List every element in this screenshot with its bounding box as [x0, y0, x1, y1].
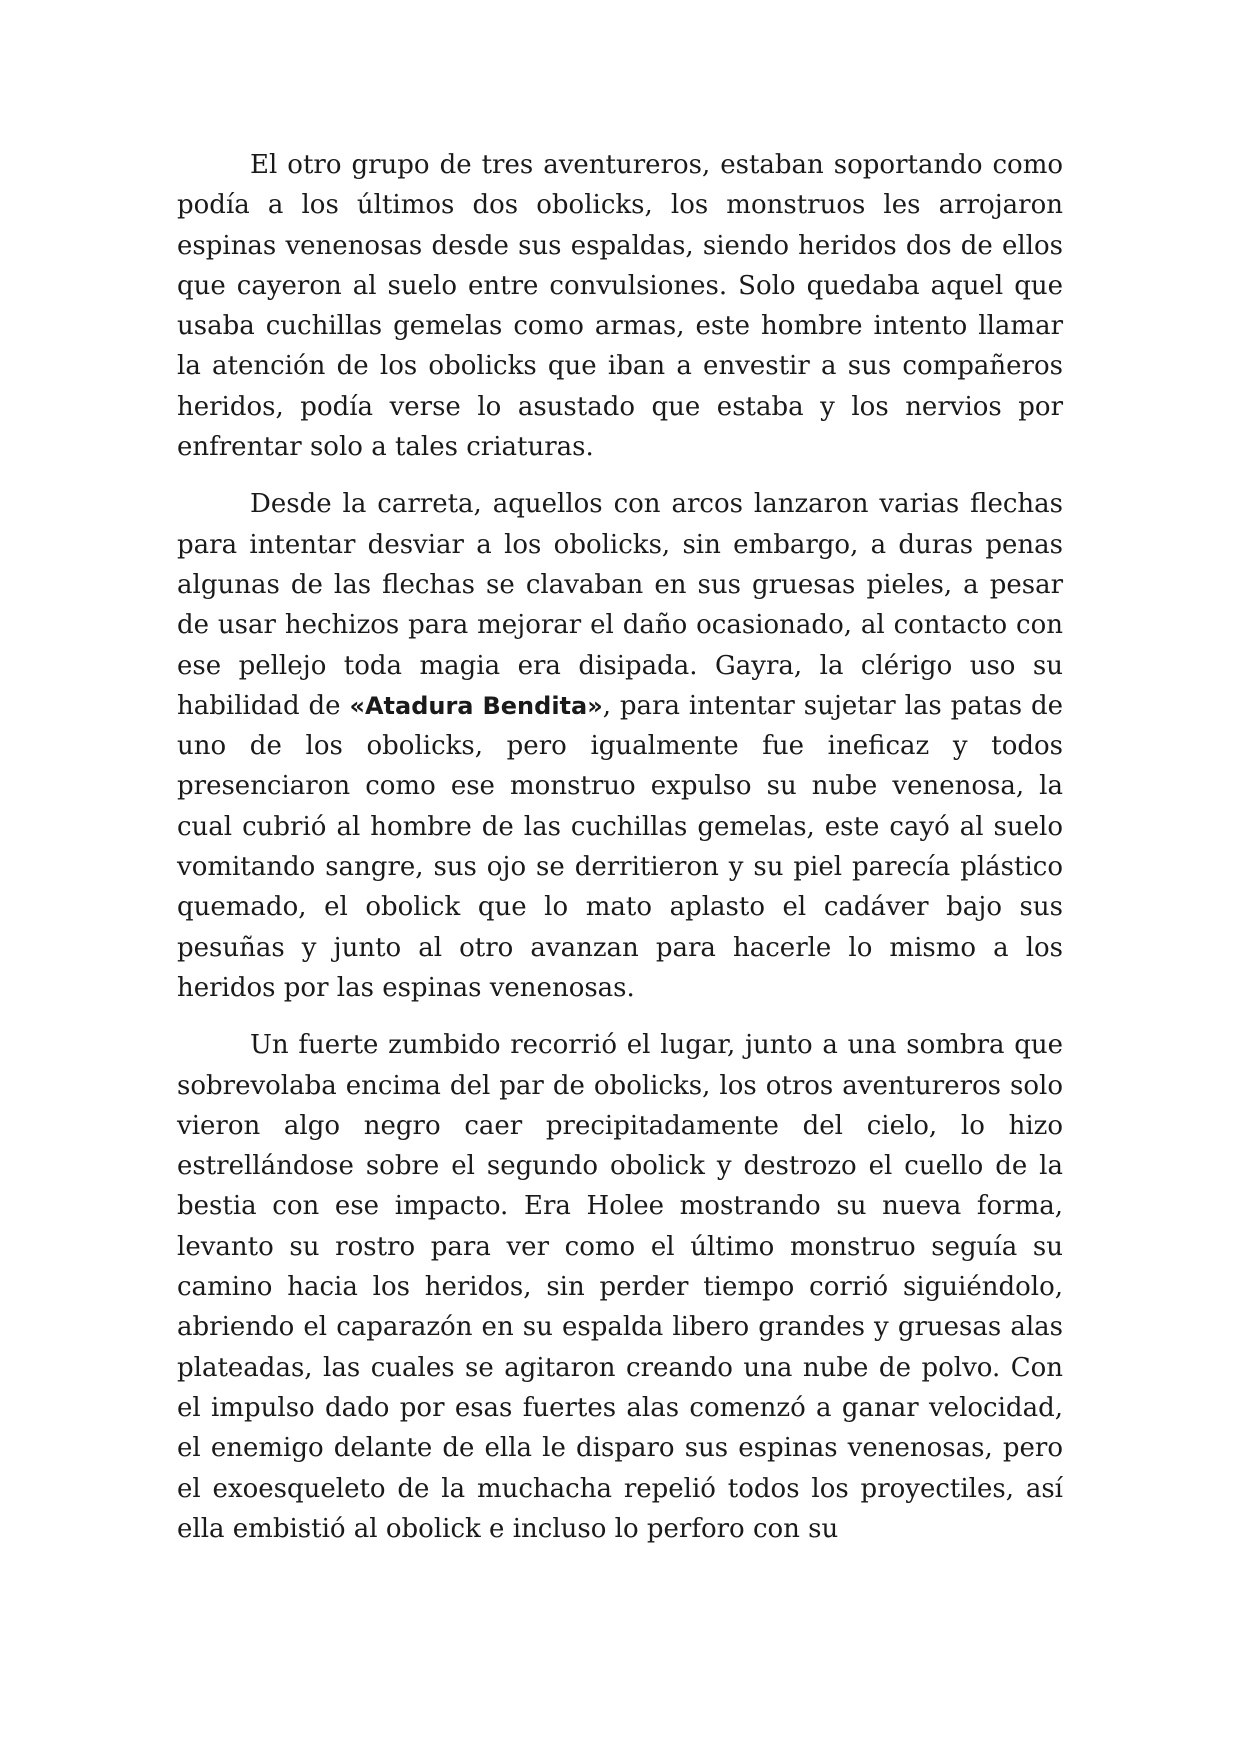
paragraph-2-text-after: , para intentar sujetar las patas de uno de los obolicks, pero igualmente fue ineficaz y todos presenciaron como ese monstruo expulso su nube venenosa, la cual cubrió al hombre de las cuchillas gemelas, este cayó al suelo vomitando sangre, sus ojo se derritieron y su piel parecía plástico quemado, el obolick que lo mato aplasto el cadáver bajo sus pesuñas y junto al otro avanzan para hacerle lo mismo a los heridos por las espinas venenosas.: [177, 690, 1063, 1003]
paragraph-3: Un fuerte zumbido recorrió el lugar, junto a una sombra que sobrevolaba encima del par de obolicks, los otros aventureros solo vieron algo negro caer precipitadamente del cielo, lo hizo estrellándose sobre el segundo obolick y destrozo el cuello de la bestia con ese impacto. Era Holee mostrando su nueva forma, levanto su rostro para ver como el último monstruo seguía su camino hacia los heridos, sin perder tiempo corrió siguiéndolo, abriendo el caparazón en su espalda libero grandes y gruesas alas plateadas, las cuales se agitaron creando una nube de polvo. Con el impulso dado por esas fuertes alas comenzó a ganar velocidad, el enemigo delante de ella le disparo sus espinas venenosas, pero el exoesqueleto de la muchacha repelió todos los proyectiles, así ella embistió al obolick e incluso lo perforo con su: [177, 1030, 1063, 1544]
paragraph-2: [177, 484, 1063, 1008]
skill-name: «Atadura Bendita»: [349, 691, 603, 720]
paragraph-2-text-before: Desde la carreta, aquellos con arcos lanzaron varias flechas para intentar desviar a los obolicks, sin embargo, a duras penas algunas de las flechas se clavaban en sus gruesas pieles, a pesar de usar hechizos para mejorar el daño ocasionado, al contacto con ese pellejo toda magia era disipada. Gayra, la clérigo uso su habilidad de: [177, 489, 1063, 721]
document-page: [177, 145, 1063, 1566]
paragraph-1: El otro grupo de tres aventureros, estaban soportando como podía a los últimos dos obolicks, los monstruos les arrojaron espinas venenosas desde sus espaldas, siendo heridos dos de ellos que cayeron al suelo entre convulsiones. Solo quedaba aquel que usaba cuchillas gemelas como armas, este hombre intento llamar la atención de los obolicks que iban a envestir a sus compañeros heridos, podía verse lo asustado que estaba y los nervios por enfrentar solo a tales criaturas.: [177, 150, 1063, 463]
